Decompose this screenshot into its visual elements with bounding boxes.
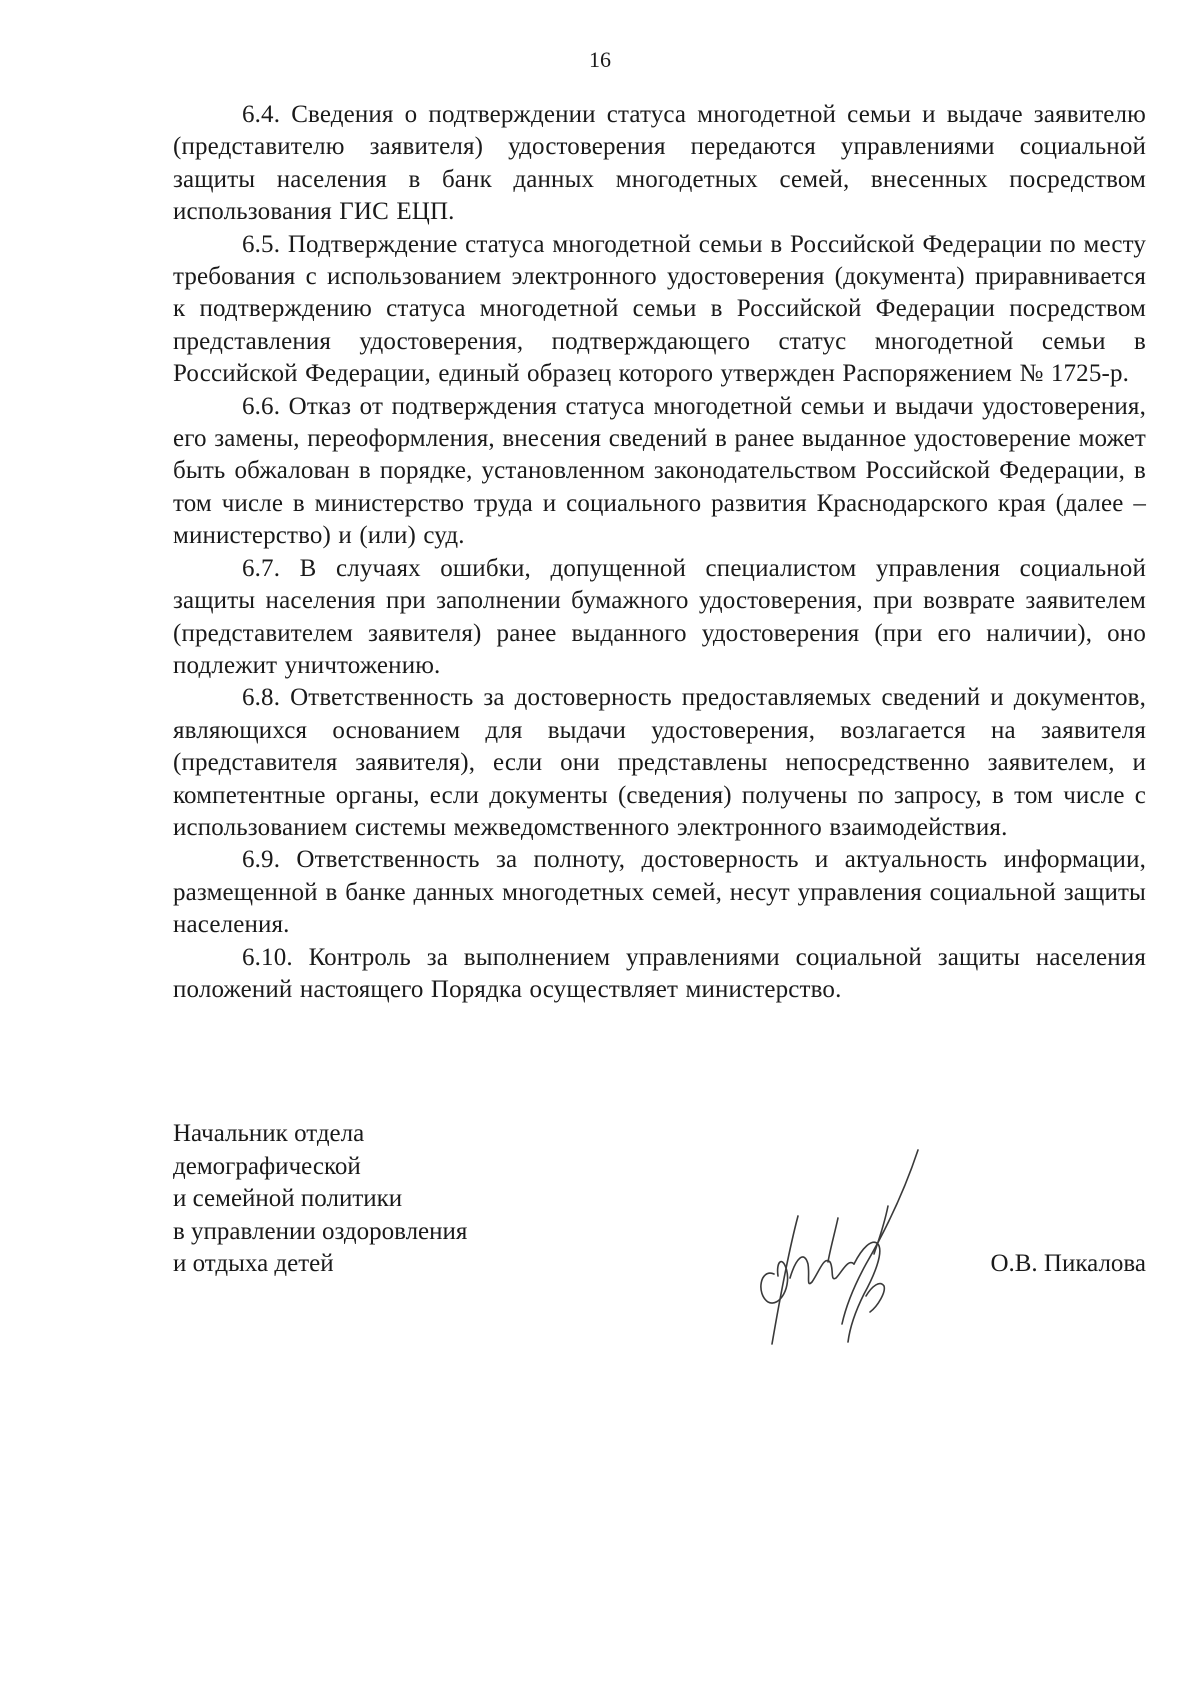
paragraph-6-4: 6.4. Сведения о подтверждении статуса многодетной семьи и выдаче заявителю (представителю заявителя) удостоверения передаются управлениями социальной защиты населения в банк данных многодетных семей, внесенных посредством использования ГИС ЕЦП. — [173, 101, 1146, 226]
paragraph-6-9: 6.9. Ответственность за полноту, достоверность и актуальность информации, размещенной в банке данных многодетных семей, несут управления социальной защиты населения. — [173, 846, 1146, 939]
position-line: и отдыха детей — [173, 1250, 334, 1277]
paragraph-6-7: 6.7. В случаях ошибки, допущенной специалистом управления социальной защиты населения при заполнении бумажного удостоверения, при возврате заявителем (представителем заявителя) ранее выданного удостоверения (при его наличии), оно подлежит уничтожению. — [173, 554, 1146, 679]
position-line: демографической — [173, 1152, 361, 1180]
signature-block — [173, 1118, 1146, 1358]
position-line: Начальник отдела — [173, 1120, 365, 1147]
position-line: и семейной политики — [173, 1185, 403, 1212]
handwritten-signature-icon — [738, 1146, 928, 1356]
page-number: 16 — [589, 47, 611, 72]
position-line: в управлении оздоровления — [173, 1217, 468, 1245]
signer-position — [173, 1118, 633, 1281]
signer-name: О.В. Пикалова — [990, 1250, 1146, 1277]
paragraph-6-8: 6.8. Ответственность за достоверность предоставляемых сведений и документов, являющихся основанием для выдачи удостоверения, возлагается на заявителя (представителя заявителя), если они представлены непосредственно заявителем, и компетентные органы, если документы (сведения) получены по запросу, в том числе с использованием системы межведомственного электронного взаимодействия. — [173, 684, 1146, 841]
paragraph-6-5: 6.5. Подтверждение статуса многодетной семьи в Российской Федерации по месту требования с использованием электронного удостоверения (документа) приравнивается к подтверждению статуса многодетной семьи в Российской Федерации посредством представления удостоверения, подтверждающего статус многодетной семьи в Российской Федерации, единый образец которого утвержден Распоряжением № 1725-р. — [173, 230, 1146, 388]
paragraph-6-10: 6.10. Контроль за выполнением управлениями социальной защиты населения положений настоящего Порядка осуществляет министерство. — [173, 943, 1146, 1003]
paragraph-6-6: 6.6. Отказ от подтверждения статуса многодетной семьи и выдачи удостоверения, его замены, переоформления, внесения сведений в ранее выданное удостоверение может быть обжалован в порядке, установленном законодательством Российской Федерации, в том числе в министерство труда и социального развития Краснодарского края (далее – министерство) и (или) суд. — [173, 392, 1146, 550]
document-body — [173, 99, 1146, 1006]
